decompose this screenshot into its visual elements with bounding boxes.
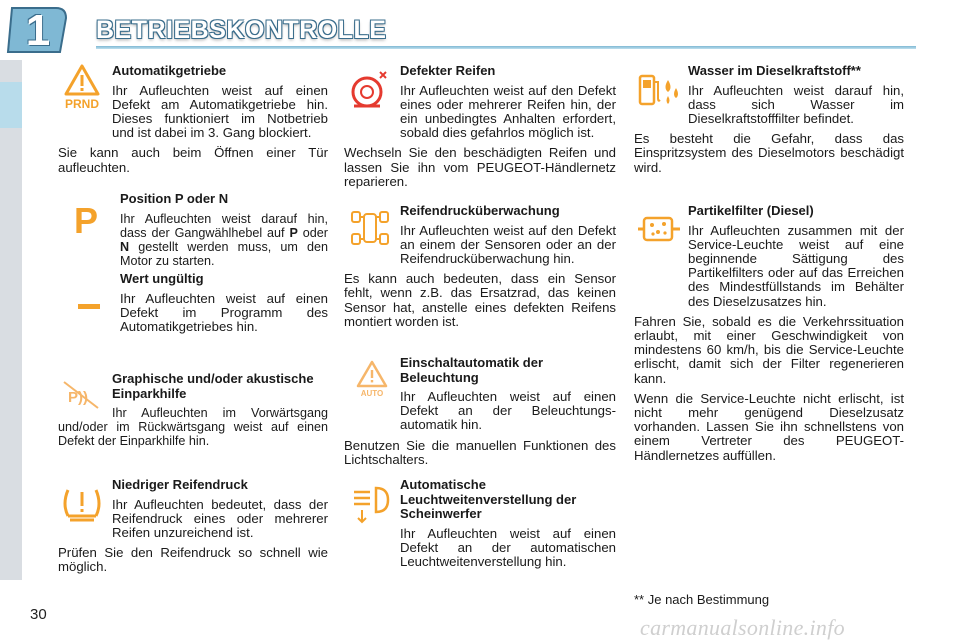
section-einschaltautomatik <box>344 356 616 473</box>
p-letter-icon <box>68 202 104 238</box>
paragraph: Ihr Aufleuchten weist auf einen Defekt an der automatischen Leuchtweitenverstellung hin. <box>400 525 616 569</box>
paragraph: Ihr Aufleuchten weist auf den Defekt an einem der Sensoren oder an der Reifendrucküberwachung hin. <box>400 222 616 266</box>
dash-icon <box>76 302 102 312</box>
page-title: BETRIEBSKONTROLLE <box>96 16 387 44</box>
paragraph: Wenn die Service-Leuchte nicht erlischt, ist nicht mehr genügend Dieselzusatz vorhanden. Lassen Sie ihn schnellstens von einem Vertreter des PEUGEOT-Händlernetzes auffüllen. <box>634 390 904 463</box>
paragraph: Ihr Aufleuchten zusammen mit der Service-Leuchte weist auf eine beginnende Sättigung des Partikelfilters oder auf das Erreichen des Mindestfüllstands im Behälter des Dieselzusatzes hin. <box>688 222 904 309</box>
chapter-badge <box>4 4 72 56</box>
section-title: Automatikgetriebe <box>112 63 227 78</box>
low-tyre-pressure-icon <box>60 482 104 526</box>
section-title: Einschaltautomatik der Beleuchtung <box>400 355 544 385</box>
paragraph: Ihr Aufleuchten im Vorwärtsgang und/oder im Rückwärtsgang weist auf einen Defekt der Einparkhilfe hin. <box>58 406 328 449</box>
paragraph: Es kann auch bedeuten, dass ein Sensor fehlt, wenn z.B. das Ersatzrad, das keinen Sensor hat, anstelle eines defekten Reifens montiert worden ist. <box>344 271 616 329</box>
section-partikelfilter <box>634 204 904 469</box>
prnd-warning-icon <box>58 64 106 110</box>
paragraph: Ihr Aufleuchten weist darauf hin, dass sich Wasser im Dieselkraftstofffilter befindet. <box>688 82 904 126</box>
particle-filter-icon <box>636 212 682 246</box>
section-automatikgetriebe <box>58 64 328 181</box>
section-wert-ungueltig <box>58 272 328 340</box>
paragraph: Wechseln Sie den beschädigten Reifen und lassen Sie ihn vom PEUGEOT-Händlernetz reparieren. <box>344 145 616 189</box>
left-edge-strip <box>0 60 22 580</box>
section-title: Defekter Reifen <box>400 63 496 78</box>
section-title: Niedriger Reifendruck <box>112 477 248 492</box>
paragraph: Ihr Aufleuchten weist darauf hin, dass der Gangwählhebel auf P oder N gestellt werden muss, um den Motor zu starten. <box>120 211 328 269</box>
section-title: Graphische und/oder akustische Einparkhilfe <box>112 371 314 401</box>
paragraph: Ihr Aufleuchten weist auf den Defekt eines oder mehrerer Reifen hin, der ein unbedingtes Anhalten erfordert, sobald dies gefahrlos möglich ist. <box>400 82 616 141</box>
chapter-tab-marker <box>0 82 22 128</box>
paragraph: Ihr Aufleuchten weist auf einen Defekt an der Beleuchtungs-automatik hin. <box>400 389 616 433</box>
tyre-sensor-icon <box>348 208 392 248</box>
paragraph: Sie kann auch beim Öffnen einer Tür aufleuchten. <box>58 145 328 175</box>
flat-tyre-icon <box>346 68 392 112</box>
footnote: ** Je nach Bestimmung <box>634 592 770 607</box>
svg-text:P)): P)) <box>68 389 88 406</box>
section-title: Reifendrucküberwachung <box>400 203 560 218</box>
svg-text:AUTO: AUTO <box>360 389 384 398</box>
paragraph: Ihr Aufleuchten weist auf einen Defekt im Programm des Automatikgetriebes hin. <box>120 290 328 334</box>
chapter-number: 1 <box>25 6 51 55</box>
watermark: carmanualsonline.info <box>640 615 845 640</box>
parking-assist-icon <box>60 378 104 412</box>
section-defekter-reifen <box>344 64 616 195</box>
headlamp-levelling-icon <box>350 484 394 526</box>
svg-text:PRND: PRND <box>64 97 100 110</box>
paragraph: Benutzen Sie die manuellen Funktionen des Lichtschalters. <box>344 437 616 467</box>
section-niedriger-reifendruck <box>58 478 328 581</box>
section-leuchtweitenverstellung <box>344 478 616 575</box>
section-reifendruckueberwachung <box>344 204 616 335</box>
section-title: Wert ungültig <box>120 271 204 286</box>
title-rule <box>96 46 916 49</box>
section-position-p-n <box>58 192 328 274</box>
section-title: Position P oder N <box>120 191 229 206</box>
section-title: Wasser im Dieselkraftstoff** <box>688 63 861 78</box>
page-number: 30 <box>30 606 47 623</box>
paragraph: Ihr Aufleuchten weist auf einen Defekt am Automatikgetriebe hin. Dieses funktioniert im Notbetrieb und ist dabei im 3. Gang blockiert. <box>112 82 328 141</box>
auto-lights-warning-icon <box>352 358 392 398</box>
section-einparkhilfe <box>58 372 328 455</box>
svg-text:P: P <box>73 202 99 238</box>
section-wasser-im-diesel <box>634 64 904 181</box>
paragraph: Es besteht die Gefahr, dass das Einspritzsystem des Dieselmotors beschädigt wird. <box>634 131 904 175</box>
section-title: Partikelfilter (Diesel) <box>688 203 814 218</box>
paragraph: Fahren Sie, sobald es die Verkehrssituation erlaubt, mit einer Geschwindigkeit von mindestens 60 km/h, bis die Service-Leuchte erlischt, damit sich der Filter regenerieren kann. <box>634 313 904 386</box>
paragraph: Prüfen Sie den Reifendruck so schnell wie möglich. <box>58 545 328 575</box>
paragraph: Ihr Aufleuchten bedeutet, dass der Reifendruck eines oder mehrerer Reifen unzureichend ist. <box>112 496 328 540</box>
water-in-diesel-icon <box>636 70 682 110</box>
section-title: Automatische Leuchtweitenverstellung der Scheinwerfer <box>400 477 577 521</box>
